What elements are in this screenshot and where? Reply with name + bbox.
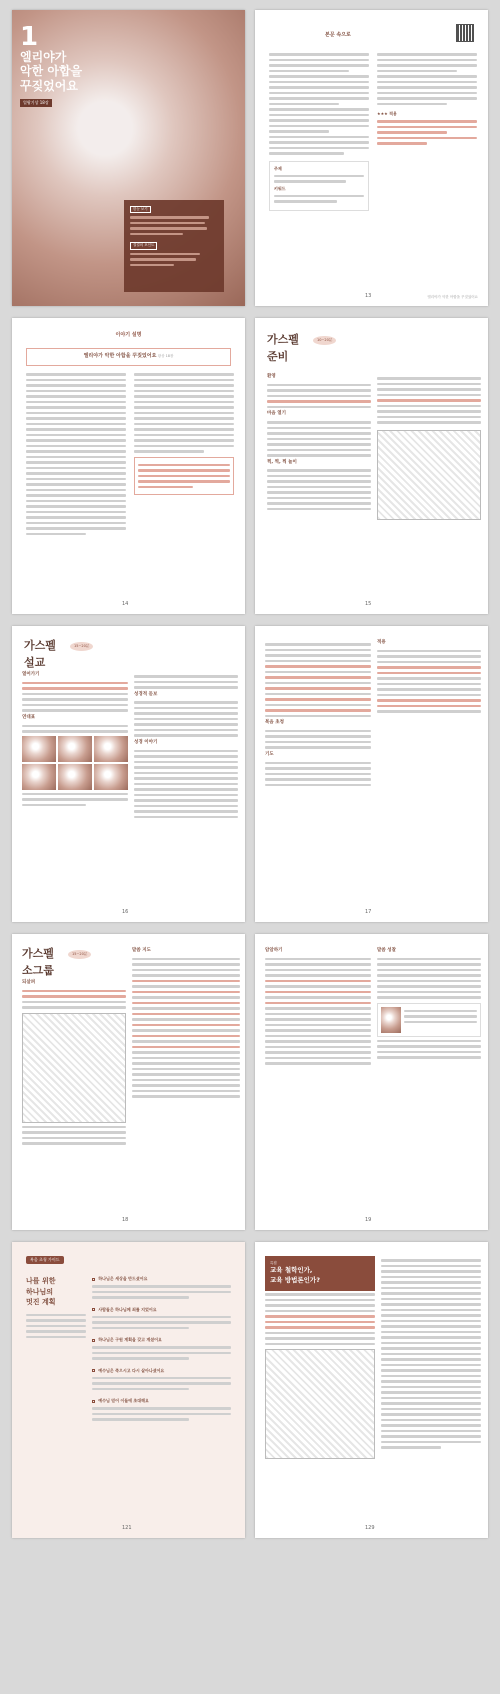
guide-step-label: 예수님 믿어 이들에 초대해요: [98, 1398, 149, 1403]
spread-1: [12, 10, 488, 306]
timeline-image: [22, 736, 56, 762]
activity-sketch: [377, 430, 481, 520]
guide-steps: [92, 1276, 231, 1429]
timeline-image: [94, 764, 128, 790]
page-number-129: 129: [365, 1524, 375, 1531]
body-col-left: [269, 50, 369, 211]
section-header-label: 본문 속으로: [325, 32, 351, 38]
spread-4: [12, 934, 488, 1230]
timeline-image: [58, 764, 92, 790]
story-ref: 왕상 18장: [157, 354, 174, 358]
page-number-left: 14: [122, 600, 129, 607]
guide-step: [92, 1307, 231, 1330]
essay-title-1: 교육 철학인가,: [270, 1266, 313, 1275]
book-box: [377, 1003, 481, 1037]
sermon-col-right-17: [377, 640, 481, 716]
guide-banner: [26, 1256, 231, 1264]
apply-heading: 적용: [377, 640, 386, 645]
timeline-image: [58, 736, 92, 762]
deep-heading: 암암하기: [265, 948, 283, 953]
point-label: 결결의 포인트: [130, 242, 157, 249]
apply-box: [377, 111, 477, 145]
spread-5: [12, 1242, 488, 1538]
sermon-col-right: [134, 672, 238, 821]
group-col-right: [132, 948, 240, 1101]
page-number-right: 15: [365, 600, 372, 607]
open-heading: 마음 열기: [267, 411, 286, 417]
page-19: [255, 934, 488, 1230]
guide-title: 복음 초청 가이드: [26, 1256, 64, 1264]
family-sketch: [265, 1349, 375, 1459]
guide-step-label: 예수님은 죽으시고 다시 살아나셨어요: [98, 1367, 165, 1373]
guide-step: [92, 1368, 231, 1391]
summary-box: [124, 200, 224, 292]
keyword-label: 키워드: [274, 185, 286, 191]
guide-left: [26, 1276, 86, 1341]
page-number-16: 16: [122, 908, 129, 915]
story-title-box: [26, 348, 231, 366]
essay-title-2: 교육 방법론인가?: [270, 1276, 320, 1284]
guide-step: [92, 1276, 231, 1299]
time-tag-3: 15~20분: [70, 642, 93, 651]
gospel-word-4: 가스펠: [22, 947, 54, 960]
chapter-title-block: [20, 24, 82, 107]
spread-3: [12, 626, 488, 922]
chapter-title-line3: 꾸짖었어요: [20, 78, 78, 93]
timeline-grid: [22, 736, 128, 790]
activity-heading: 찍, 찍, 찍 놀이: [267, 459, 297, 465]
timeline-image: [94, 736, 128, 762]
prep-col-right: [377, 374, 481, 520]
story-banner: 이야기 설명: [115, 332, 142, 338]
story-title: 엘리야가 악한 아합을 꾸짖었어요: [83, 353, 157, 359]
guide-step: [92, 1398, 231, 1421]
guide-step: [92, 1337, 231, 1360]
page-17: [255, 626, 488, 922]
gospel-sub: 준비: [267, 349, 289, 363]
open-heading-3: 열어가기: [22, 672, 40, 677]
page-number-121: 121: [122, 1524, 132, 1531]
page-14: [12, 318, 245, 614]
gospel-header-3: [24, 638, 56, 671]
tip-box: [134, 457, 234, 496]
guide-heading-3: 멋진 계획: [26, 1298, 56, 1306]
summary-label: 한눈 보기: [130, 206, 151, 213]
qr-code-icon[interactable]: [456, 24, 474, 42]
page-number: 13: [365, 292, 372, 299]
gospel-word-3: 가스펠: [24, 639, 56, 652]
gospel-header-4: [22, 946, 54, 979]
theme-box: [269, 161, 369, 211]
recall-heading: 되살펴: [22, 980, 36, 985]
apply-label: ★★★ 적용: [377, 111, 397, 116]
page-number-19: 19: [365, 1216, 372, 1223]
time-tag: 10~20분: [313, 336, 336, 345]
chapter-number: 1: [20, 22, 39, 52]
review-heading: 말씀 지도: [132, 948, 151, 953]
gospel-word: 가스펠: [267, 333, 299, 346]
respond-heading: 복음 초청: [265, 720, 284, 725]
guide-step-label: 사람들은 하나님께 죄를 지었어요: [98, 1306, 157, 1312]
section-header: [325, 32, 351, 40]
essay-col-left: [265, 1290, 375, 1459]
fire-sketch: [22, 1013, 126, 1123]
group-col-left: [22, 980, 126, 1148]
page-number-18: 18: [122, 1216, 129, 1223]
page-number-17: 17: [365, 908, 372, 915]
chapter-title-line1: 엘리야가: [20, 50, 67, 64]
page-18: [12, 934, 245, 1230]
page-13-right: [255, 10, 488, 306]
essay-label: 특집: [270, 1261, 277, 1265]
gospel-header: [267, 332, 299, 365]
sermon-col-left-17: [265, 640, 371, 789]
story-col-right: [134, 370, 234, 495]
apply-heading-4: 말씀 성찰: [377, 948, 396, 953]
footer-tag: 엘리야가 악한 아합을 꾸짖었어요: [427, 294, 478, 299]
guide-heading-2: 하나님의: [26, 1287, 54, 1296]
prepare-heading: 환영: [267, 374, 276, 379]
page-121: [12, 1242, 245, 1538]
body-col-right: [377, 50, 477, 148]
question-box: [265, 665, 371, 717]
guide-step-label: 하나님은 세상을 만드셨어요: [98, 1276, 148, 1281]
timeline-image: [22, 764, 56, 790]
guide-step-label: 하나님은 구원 계획을 갖고 계셨어요: [98, 1337, 162, 1342]
sermon-col-left: [22, 672, 128, 809]
pray-heading: 기도: [265, 751, 274, 757]
apply-col-4: [377, 948, 481, 1062]
explain-heading: 성경적 돋보: [134, 691, 158, 697]
gospel-sub-3: 설교: [24, 655, 46, 669]
essay-header-box: [265, 1256, 375, 1291]
page-15: [255, 318, 488, 614]
story-col-left: [26, 370, 126, 538]
prep-col: [267, 374, 371, 513]
page-13: [12, 10, 245, 306]
deep-col: [265, 948, 371, 1068]
story-heading: 성경 이야기: [134, 739, 158, 745]
video-heading: 연대표: [22, 714, 36, 720]
guide-heading-1: 나를 위한: [26, 1277, 56, 1285]
essay-col-right: [381, 1256, 481, 1452]
gospel-sub-4: 소그룹: [22, 963, 54, 977]
chapter-title-line2: 악한 아합을: [20, 64, 83, 79]
scripture-ref: 열왕기상 18장: [20, 99, 52, 107]
spread-2: [12, 318, 488, 614]
theme-label: 주제: [274, 165, 282, 171]
time-tag-4: 15~20분: [68, 950, 91, 959]
book-cover: [381, 1007, 401, 1033]
page-16: [12, 626, 245, 922]
page-129: [255, 1242, 488, 1538]
